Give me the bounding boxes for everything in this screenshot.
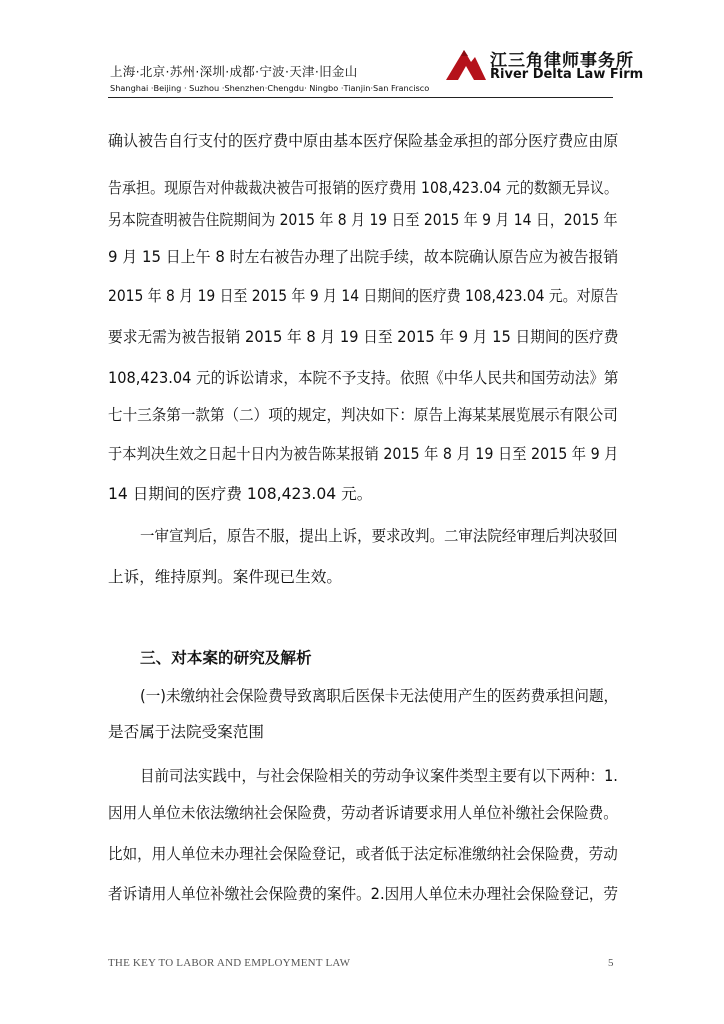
body-line: 因用人单位未依法缴纳社会保险费，劳动者诉请要求用人单位补缴社会保险费。 [108, 804, 618, 822]
firm-name-chinese: 江三角律师事务所 [490, 51, 634, 71]
body-line: 一审宣判后，原告不服，提出上诉，要求改判。二审法院经审理后判决驳回 [140, 527, 618, 545]
body-line: 另本院查明被告住院期间为 2015 年 8 月 19 日至 2015 年 9 月 14 日，2015 年 [108, 211, 618, 229]
body-line: 9 月 15 日上午 8 时左右被告办理了出院手续，故本院确认原告应为被告报销 [108, 248, 619, 266]
firm-logo [444, 42, 644, 88]
body-line: 108,423.04 元的诉讼请求，本院不予支持。依照《中华人民共和国劳动法》第 [108, 369, 619, 387]
section-heading: 三、对本案的研究及解析 [140, 649, 312, 667]
body-line: 要求无需为被告报销 2015 年 8 月 19 日至 2015 年 9 月 15 日期间的医疗费 [108, 328, 619, 346]
mountain-logo-icon [444, 44, 488, 82]
body-line: 上诉，维持原判。案件现已生效。 [108, 568, 342, 586]
body-line: 确认被告自行支付的医疗费中原由基本医疗保险基金承担的部分医疗费应由原 [108, 132, 619, 150]
body-line: (一)未缴纳社会保险费导致离职后医保卡无法使用产生的医药费承担问题， [140, 687, 619, 705]
page-header [0, 0, 724, 100]
firm-name-english: River Delta Law Firm [490, 67, 644, 82]
body-line: 者诉请用人单位补缴社会保险费的案件。2.因用人单位未办理社会保险登记，劳 [108, 885, 619, 903]
body-line: 告承担。现原告对仲裁裁决被告可报销的医疗费用 108,423.04 元的数额无异议。 [108, 179, 619, 197]
page-number: 5 [608, 957, 614, 969]
header-divider [108, 97, 613, 98]
office-cities-chinese: 上海·北京·苏州·深圳·成都·宁波·天津·旧金山 [110, 64, 358, 79]
body-line: 于本判决生效之日起十日内为被告陈某报销 2015 年 8 月 19 日至 2015 年 9 月 [108, 445, 619, 463]
body-line: 2015 年 8 月 19 日至 2015 年 9 月 14 日期间的医疗费 108,423.04 元。对原告 [108, 287, 619, 305]
body-line: 比如，用人单位未办理社会保险登记，或者低于法定标准缴纳社会保险费，劳动 [108, 845, 618, 863]
footer-title: THE KEY TO LABOR AND EMPLOYMENT LAW [108, 957, 351, 969]
body-line: 目前司法实践中，与社会保险相关的劳动争议案件类型主要有以下两种：1. [140, 767, 618, 785]
body-line: 是否属于法院受案范围 [108, 723, 264, 741]
office-cities-english: Shanghai ·Beijing · Suzhou ·Shenzhen·Chengdu· Ningbo ·Tianjin·San Francisco [110, 83, 430, 93]
body-line: 七十三条第一款第（二）项的规定，判决如下：原告上海某某展览展示有限公司 [108, 406, 618, 424]
body-line: 14 日期间的医疗费 108,423.04 元。 [108, 485, 373, 503]
